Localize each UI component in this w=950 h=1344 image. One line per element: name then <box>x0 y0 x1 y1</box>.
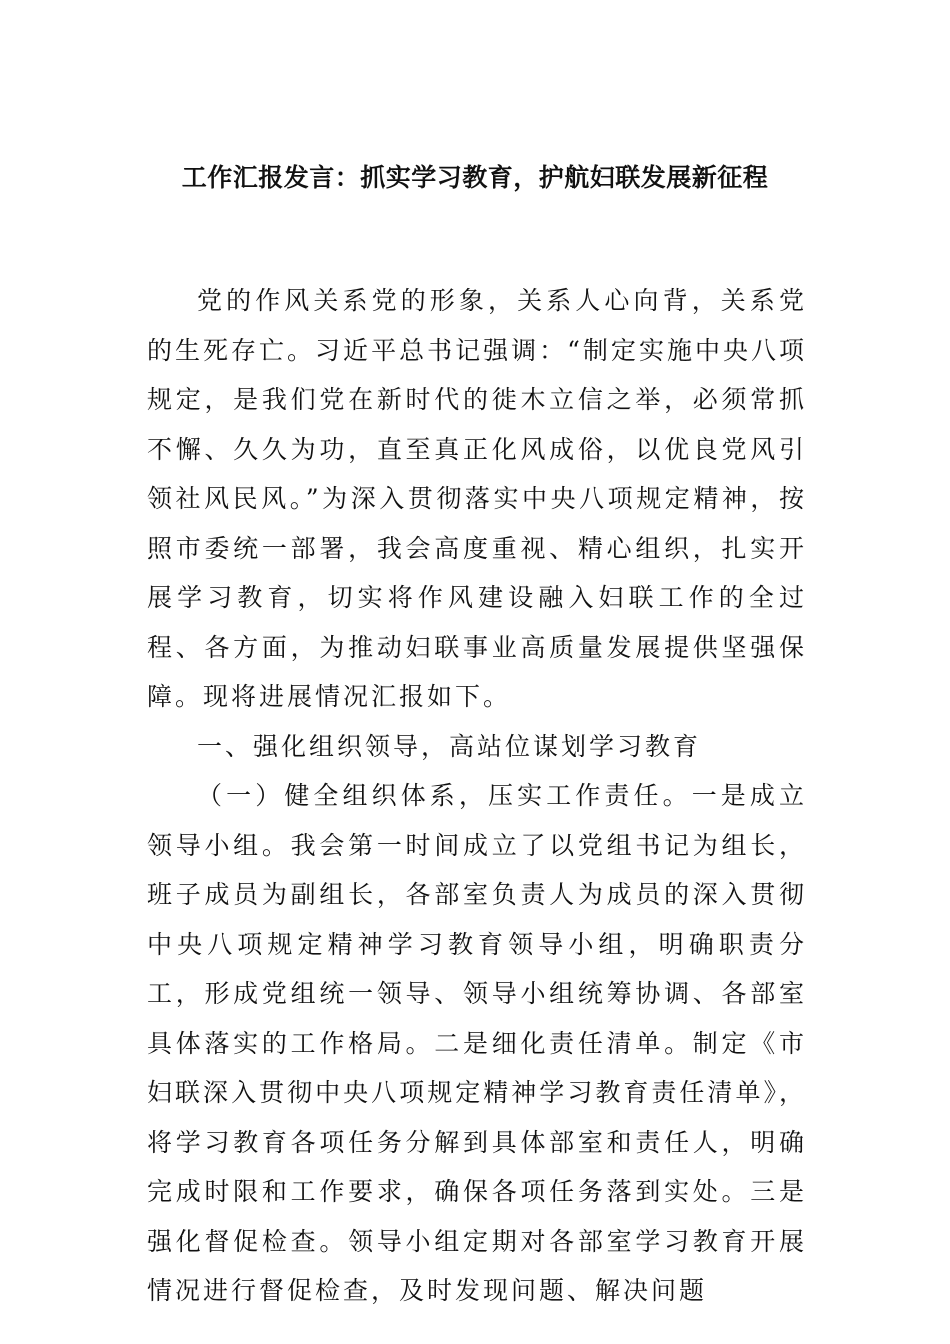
section-heading: 一、强化组织领导，高站位谋划学习教育 <box>197 731 702 761</box>
document-title: 工作汇报发言：抓实学习教育，护航妇联发展新征程 <box>181 163 769 192</box>
document-body <box>147 276 807 1316</box>
intro-paragraph: 党的作风关系党的形象，关系人心向背，关系党的生死存亡。习近平总书记强调：“制定实施中央八项规定，是我们党在新时代的徙木立信之举，必须常抓不懈、久久为功，直至真正化风成俗，以优良党风引领社风民风。”为深入贯彻落实中央八项规定精神，按照市委统一部署，我会高度重视、精心组织，扎实开展学习教育，切实将作风建设融入妇联工作的全过程、各方面，为推动妇联事业高质量发展提供坚强保障。现将进展情况汇报如下。 <box>147 286 807 711</box>
subsection-paragraph: （一）健全组织体系，压实工作责任。一是成立领导小组。我会第一时间成立了以党组书记为组长，班子成员为副组长，各部室负责人为成员的深入贯彻中央八项规定精神学习教育领导小组，明确职责分工，形成党组统一领导、领导小组统筹协调、各部室具体落实的工作格局。二是细化责任清单。制定《市妇联深入贯彻中央八项规定精神学习教育责任清单》，将学习教育各项任务分解到具体部室和责任人，明确完成时限和工作要求，确保各项任务落到实处。三是强化督促检查。领导小组定期对各部室学习教育开展情况进行督促检查，及时发现问题、解决问题 <box>147 781 807 1305</box>
